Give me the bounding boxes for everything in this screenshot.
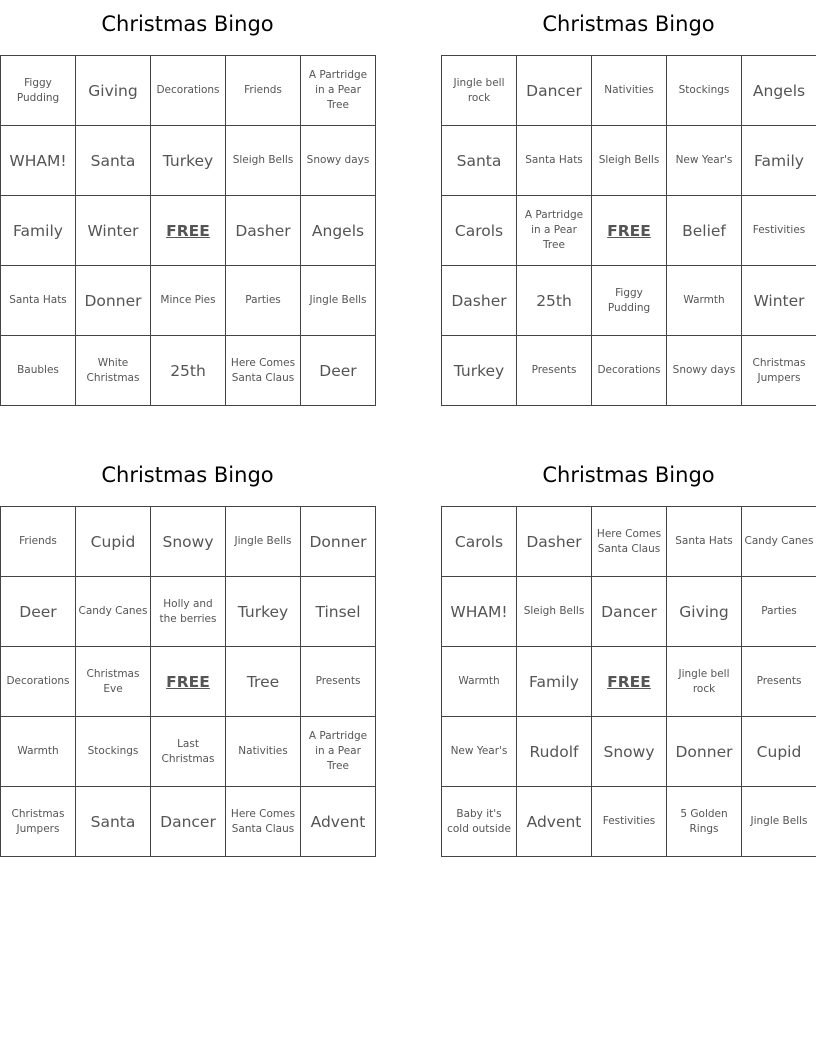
bingo-cell: Candy Canes bbox=[742, 507, 816, 577]
bingo-cell: Carols bbox=[442, 196, 517, 266]
bingo-cell: Snowy days bbox=[667, 336, 742, 406]
bingo-cell: Friends bbox=[226, 56, 301, 126]
grid-row bbox=[1, 336, 376, 406]
bingo-cell: Santa bbox=[442, 126, 517, 196]
bingo-cell: Dasher bbox=[517, 507, 592, 577]
bingo-cell: Christmas Jumpers bbox=[742, 336, 816, 406]
bingo-cell: Tinsel bbox=[301, 577, 376, 647]
bingo-cell: Angels bbox=[742, 56, 816, 126]
bingo-grid bbox=[0, 55, 376, 406]
grid-row bbox=[442, 266, 816, 336]
bingo-grid bbox=[0, 506, 376, 857]
grid-row bbox=[442, 577, 816, 647]
bingo-cell: Jingle bell rock bbox=[442, 56, 517, 126]
bingo-cell: Festivities bbox=[592, 787, 667, 857]
card-title: Christmas Bingo bbox=[101, 463, 274, 487]
bingo-cell: Deer bbox=[301, 336, 376, 406]
bingo-cell: Winter bbox=[76, 196, 151, 266]
bingo-cell: New Year's bbox=[442, 717, 517, 787]
grid-row bbox=[442, 717, 816, 787]
bingo-cell: Warmth bbox=[667, 266, 742, 336]
bingo-cell: Jingle Bells bbox=[301, 266, 376, 336]
bingo-cell: 25th bbox=[517, 266, 592, 336]
bingo-cell: 25th bbox=[151, 336, 226, 406]
bingo-cell: Cupid bbox=[76, 507, 151, 577]
bingo-cell: Turkey bbox=[226, 577, 301, 647]
bingo-cell: Here Comes Santa Claus bbox=[226, 336, 301, 406]
bingo-cell: Presents bbox=[517, 336, 592, 406]
bingo-cell: Festivities bbox=[742, 196, 816, 266]
bingo-cell: Figgy Pudding bbox=[592, 266, 667, 336]
bingo-cell: Family bbox=[517, 647, 592, 717]
bingo-cell: Holly and the berries bbox=[151, 577, 226, 647]
bingo-grid bbox=[441, 506, 816, 857]
bingo-cell: Santa Hats bbox=[517, 126, 592, 196]
bingo-cell: Winter bbox=[742, 266, 816, 336]
bingo-cell: Family bbox=[1, 196, 76, 266]
bingo-cell: Dasher bbox=[442, 266, 517, 336]
bingo-cell: Jingle Bells bbox=[226, 507, 301, 577]
bingo-cell: Jingle Bells bbox=[742, 787, 816, 857]
bingo-cell: Stockings bbox=[667, 56, 742, 126]
bingo-cell: A Partridge in a Pear Tree bbox=[301, 56, 376, 126]
bingo-cell: Warmth bbox=[1, 717, 76, 787]
grid-row bbox=[442, 196, 816, 266]
bingo-cell: Baubles bbox=[1, 336, 76, 406]
grid-row bbox=[1, 266, 376, 336]
bingo-cell: Cupid bbox=[742, 717, 816, 787]
bingo-cell: Family bbox=[742, 126, 816, 196]
bingo-cell: White Christmas bbox=[76, 336, 151, 406]
bingo-cell: Turkey bbox=[442, 336, 517, 406]
bingo-cell: Sleigh Bells bbox=[592, 126, 667, 196]
grid-row bbox=[442, 787, 816, 857]
free-space-cell: FREE bbox=[151, 647, 226, 717]
bingo-cell: Parties bbox=[226, 266, 301, 336]
bingo-cell: Dancer bbox=[151, 787, 226, 857]
bingo-cell: Carols bbox=[442, 507, 517, 577]
grid-row bbox=[1, 507, 376, 577]
bingo-cell: Deer bbox=[1, 577, 76, 647]
grid-row bbox=[1, 787, 376, 857]
bingo-cell: Santa bbox=[76, 126, 151, 196]
bingo-cell: Santa bbox=[76, 787, 151, 857]
bingo-cell: WHAM! bbox=[442, 577, 517, 647]
bingo-cell: 5 Golden Rings bbox=[667, 787, 742, 857]
bingo-cell: Decorations bbox=[1, 647, 76, 717]
bingo-cell: Last Christmas bbox=[151, 717, 226, 787]
grid-row bbox=[1, 56, 376, 126]
bingo-cell: Angels bbox=[301, 196, 376, 266]
bingo-cell: Santa Hats bbox=[667, 507, 742, 577]
card-title: Christmas Bingo bbox=[101, 12, 274, 36]
bingo-cell: Presents bbox=[742, 647, 816, 717]
bingo-cell: A Partridge in a Pear Tree bbox=[301, 717, 376, 787]
bingo-cell: Candy Canes bbox=[76, 577, 151, 647]
grid-row bbox=[442, 56, 816, 126]
bingo-cell: Decorations bbox=[151, 56, 226, 126]
bingo-cell: Santa Hats bbox=[1, 266, 76, 336]
card-title: Christmas Bingo bbox=[542, 463, 715, 487]
bingo-cell: Belief bbox=[667, 196, 742, 266]
bingo-cell: Stockings bbox=[76, 717, 151, 787]
bingo-cell: Giving bbox=[76, 56, 151, 126]
card-title: Christmas Bingo bbox=[542, 12, 715, 36]
bingo-cell: Turkey bbox=[151, 126, 226, 196]
bingo-cell: Here Comes Santa Claus bbox=[592, 507, 667, 577]
bingo-cell: Jingle bell rock bbox=[667, 647, 742, 717]
free-space-cell: FREE bbox=[151, 196, 226, 266]
bingo-cell: A Partridge in a Pear Tree bbox=[517, 196, 592, 266]
bingo-cell: Donner bbox=[301, 507, 376, 577]
bingo-cell: Figgy Pudding bbox=[1, 56, 76, 126]
bingo-cell: Christmas Jumpers bbox=[1, 787, 76, 857]
bingo-cell: Advent bbox=[301, 787, 376, 857]
bingo-cell: Here Comes Santa Claus bbox=[226, 787, 301, 857]
grid-row bbox=[1, 126, 376, 196]
bingo-cell: WHAM! bbox=[1, 126, 76, 196]
bingo-cell: Rudolf bbox=[517, 717, 592, 787]
bingo-cell: Dancer bbox=[592, 577, 667, 647]
grid-row bbox=[442, 647, 816, 717]
grid-row bbox=[442, 507, 816, 577]
bingo-cell: Warmth bbox=[442, 647, 517, 717]
grid-row bbox=[1, 196, 376, 266]
free-space-cell: FREE bbox=[592, 647, 667, 717]
bingo-cell: Snowy bbox=[592, 717, 667, 787]
bingo-grid bbox=[441, 55, 816, 406]
bingo-cell: Parties bbox=[742, 577, 816, 647]
bingo-cell: Nativities bbox=[226, 717, 301, 787]
bingo-cell: Christmas Eve bbox=[76, 647, 151, 717]
grid-row bbox=[1, 717, 376, 787]
bingo-cell: Baby it's cold outside bbox=[442, 787, 517, 857]
bingo-cell: Sleigh Bells bbox=[517, 577, 592, 647]
bingo-cell: Snowy days bbox=[301, 126, 376, 196]
bingo-cell: Advent bbox=[517, 787, 592, 857]
grid-row bbox=[1, 647, 376, 717]
bingo-cell: Dancer bbox=[517, 56, 592, 126]
bingo-cell: Decorations bbox=[592, 336, 667, 406]
grid-row bbox=[1, 577, 376, 647]
bingo-cell: Friends bbox=[1, 507, 76, 577]
bingo-cell: Giving bbox=[667, 577, 742, 647]
bingo-cell: Dasher bbox=[226, 196, 301, 266]
bingo-cell: Mince Pies bbox=[151, 266, 226, 336]
bingo-cell: Presents bbox=[301, 647, 376, 717]
free-space-cell: FREE bbox=[592, 196, 667, 266]
grid-row bbox=[442, 336, 816, 406]
bingo-cell: Donner bbox=[76, 266, 151, 336]
bingo-cell: Nativities bbox=[592, 56, 667, 126]
bingo-cell: Donner bbox=[667, 717, 742, 787]
bingo-cell: Tree bbox=[226, 647, 301, 717]
bingo-cell: New Year's bbox=[667, 126, 742, 196]
bingo-cell: Snowy bbox=[151, 507, 226, 577]
bingo-cell: Sleigh Bells bbox=[226, 126, 301, 196]
grid-row bbox=[442, 126, 816, 196]
